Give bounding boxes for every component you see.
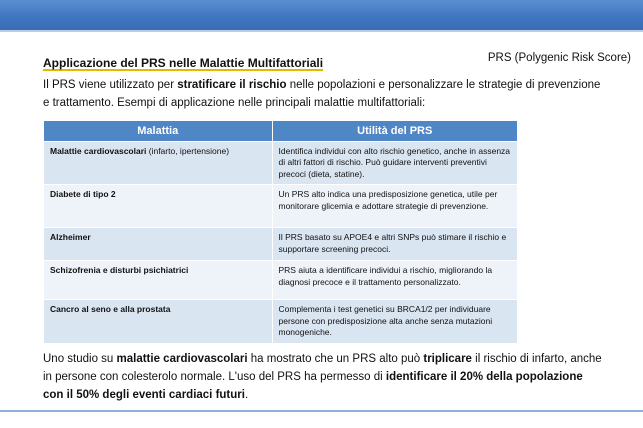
outro-bold-2: triplicare xyxy=(423,353,472,365)
intro-text-2: nelle popolazioni e personalizzare le strategie di prevenzione e trattamento. Esempi di applicazione nelle principali malattie multifattoriali: xyxy=(43,79,601,109)
footer-divider xyxy=(0,410,643,412)
table-row xyxy=(44,228,517,261)
disease-name: Alzheimer xyxy=(50,232,91,242)
disease-name: Schizofrenia e disturbi psichiatrici xyxy=(50,265,189,275)
column-header-utility: Utilità del PRS xyxy=(272,121,517,141)
prs-applications-table xyxy=(44,121,517,343)
disease-cell xyxy=(44,141,272,185)
utility-cell: Un PRS alto indica una predisposizione genetica, utile per monitorare glicemia e adottare strategie di prevenzione. xyxy=(272,185,517,228)
disease-name: Malattie cardiovascolari xyxy=(50,145,147,156)
intro-paragraph xyxy=(43,76,603,112)
header-bar xyxy=(0,0,643,30)
table-row xyxy=(44,300,517,343)
outro-text-2: ha mostrato che un PRS alto può xyxy=(247,353,424,365)
utility-cell: Complementa i test genetici su BRCA1/2 per individuare persone con predisposizione alta anche senza mutazioni monogeniche. xyxy=(272,300,517,343)
table-row xyxy=(44,141,517,185)
table-row xyxy=(44,261,517,300)
table-row xyxy=(44,185,517,228)
disease-cell xyxy=(44,185,272,228)
disease-note: (infarto, ipertensione) xyxy=(146,145,230,156)
utility-cell: Identifica individui con alto rischio genetico, anche in assenza di altri fattori di rischio. Può guidare interventi preventivi precoci (dieta, statine). xyxy=(272,141,517,185)
intro-bold-1: stratificare il rischio xyxy=(177,79,287,91)
disease-cell xyxy=(44,228,272,261)
outro-bold-1: malattie cardiovascolari xyxy=(116,353,248,365)
utility-cell: PRS aiuta a identificare individui a rischio, migliorando la diagnosi precoce e il trattamento personalizzato. xyxy=(272,261,517,300)
disease-cell xyxy=(44,300,272,343)
column-header-disease: Malattia xyxy=(44,121,272,141)
disease-name: Cancro al seno e alla prostata xyxy=(50,304,171,314)
slide-topic-label: PRS (Polygenic Risk Score) xyxy=(487,52,631,64)
table-header-row xyxy=(44,121,517,141)
disease-cell xyxy=(44,261,272,300)
outro-bold-3: identificare il 20% della popolazione con il 50% degli eventi cardiaci futuri xyxy=(43,371,583,401)
outro-text-4: . xyxy=(244,389,249,401)
section-title: Applicazione del PRS nelle Malattie Multifattoriali xyxy=(43,56,324,70)
utility-cell: Il PRS basato su APOE4 e altri SNPs può stimare il rischio e supportare screening precoci. xyxy=(272,228,517,261)
header-divider xyxy=(0,30,643,32)
conclusion-paragraph xyxy=(43,350,603,404)
disease-name: Diabete di tipo 2 xyxy=(50,189,116,199)
outro-text-3: il rischio di infarto, anche in persone con colesterolo normale. L'uso del PRS ha permesso di xyxy=(43,353,602,383)
outro-text-1: Uno studio su xyxy=(43,353,117,365)
intro-text-1: Il PRS viene utilizzato per xyxy=(43,79,178,91)
